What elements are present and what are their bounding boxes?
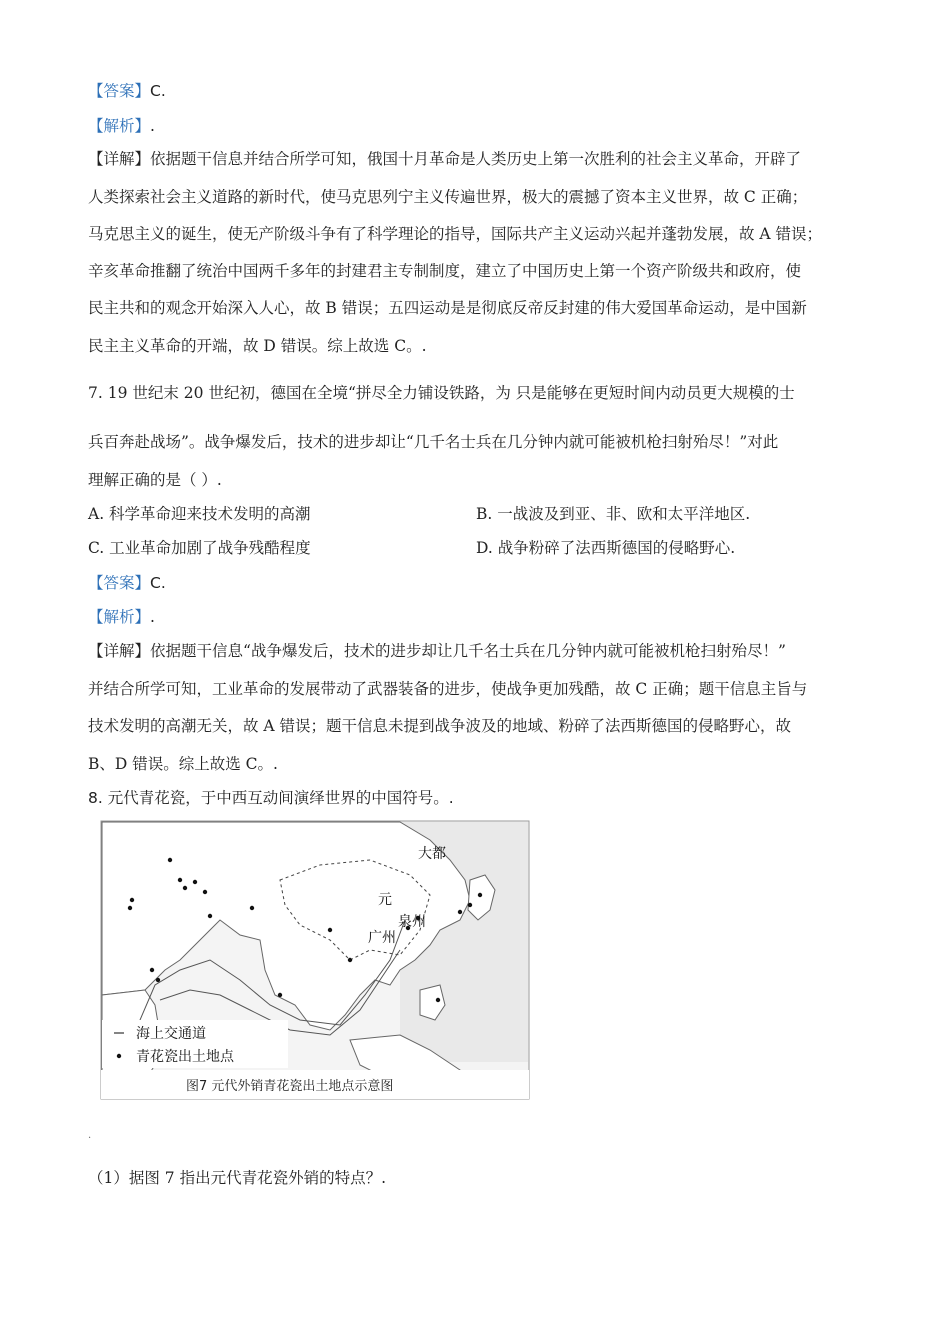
q7-detail-text-1: 依据题干信息“战争爆发后，技术的进步却让几千名士兵在几分钟内就可能被机枪扫射殆尽！” [150,642,786,660]
paragraph-mark: . [88,1130,92,1141]
site-dot [128,906,132,910]
q7-stem-line-2: 兵百奔赴战场”。战争爆发后，技术的进步却让“几千名士兵在几分钟内就可能被机枪扫射殆尽！”对此 [88,433,779,451]
q6-detail-text-1: 依据题干信息并结合所学可知，俄国十月革命是人类历史上第一次胜利的社会主义革命，开辟了 [150,150,802,168]
legend-route-label: 海上交通道 [136,1026,206,1042]
legend-site-label: 青花瓷出土地点 [136,1049,234,1065]
site-dot [328,928,332,932]
q7-detail-line-1 [88,641,786,661]
site-dot [150,968,154,972]
site-dot [156,978,160,982]
q7-analysis-line [88,607,155,627]
q7-detail-line-2: 并结合所学可知，工业革命的发展带动了武器装备的进步，使战争更加残酷，故 C 正确；题干信息主旨与 [88,680,808,698]
map-figure [100,820,532,1102]
q7-detail-line-4: B、D 错误。综上故选 C。. [88,755,278,773]
q7-option-a: A. 科学革命迎来技术发明的高潮 [88,505,311,523]
map-label-dadu: 大都 [418,846,446,862]
q7-option-b: B. 一战波及到亚、非、欧和太平洋地区. [476,505,751,523]
q7-analysis-value: . [150,608,155,626]
q7-answer-tag: 【答案】 [88,574,151,592]
q6-analysis-tag: 【解析】 [88,117,151,135]
q6-analysis-line [88,116,155,136]
q8-stem: 8. 元代青花瓷，于中西互动间演绎世界的中国符号。. [88,789,454,807]
site-dot [348,958,352,962]
map-svg [100,820,532,1102]
site-dot [183,886,187,890]
site-dot [458,910,462,914]
site-dot [203,890,207,894]
q7-stem-line-1: 7. 19 世纪末 20 世纪初，德国在全境“拼尽全力铺设铁路，为 只是能够在更短时间内动员更大规模的士 [88,384,795,402]
site-dot [250,906,254,910]
q6-detail-line-2: 人类探索社会主义道路的新时代，使马克思列宁主义传遍世界，极大的震撼了资本主义世界，故 C 正确； [88,188,808,206]
site-dot [168,858,172,862]
map-caption: 图7 元代外销青花瓷出土地点示意图 [186,1079,394,1094]
site-dot [130,898,134,902]
q6-detail-line-5: 民主共和的观念开始深入人心，故 B 错误；五四运动是是彻底反帝反封建的伟大爱国革命运动，是中国新 [88,299,807,317]
q6-answer-value: C. [150,82,166,100]
q6-detail-line-1 [88,149,801,169]
q7-option-d: D. 战争粉碎了法西斯德国的侵略野心. [476,539,736,557]
legend-site-swatch [117,1054,121,1058]
site-dot [208,914,212,918]
site-dot [193,880,197,884]
q7-stem-line-3: 理解正确的是（ ）. [88,471,222,489]
q7-detail-line-3: 技术发明的高潮无关，故 A 错误；题干信息未提到战争波及的地域、粉碎了法西斯德国的侵略野心，故 [88,717,792,735]
q6-answer-line [88,81,166,101]
site-dot [278,993,282,997]
map-label-quanzhou: 泉州 [398,914,426,930]
q7-answer-value: C. [150,574,166,592]
site-dot [178,878,182,882]
map-label-yuan: 元 [378,892,392,908]
q7-option-c: C. 工业革命加剧了战争残酷程度 [88,539,311,557]
q6-analysis-value: . [150,117,155,135]
q6-detail-line-6: 民主主义革命的开端，故 D 错误。综上故选 C。. [88,337,427,355]
q6-answer-tag: 【答案】 [88,82,151,100]
q6-detail-line-3: 马克思主义的诞生，使无产阶级斗争有了科学理论的指导，国际共产主义运动兴起并蓬勃发展，故 A 错误； [88,225,823,243]
q7-analysis-tag: 【解析】 [88,608,151,626]
q7-answer-line [88,573,166,593]
q6-detail-line-4: 辛亥革命推翻了统治中国两千多年的封建君主专制制度，建立了中国历史上第一个资产阶级共和政府，使 [88,262,802,280]
map-label-guangzhou: 广州 [368,930,396,946]
q6-detail-tag: 【详解】 [88,150,151,168]
q8-subquestion-1: （1）据图 7 指出元代青花瓷外销的特点？. [88,1169,387,1187]
site-dot [436,998,440,1002]
site-dot [468,903,472,907]
q7-detail-tag: 【详解】 [88,642,151,660]
site-dot [478,893,482,897]
